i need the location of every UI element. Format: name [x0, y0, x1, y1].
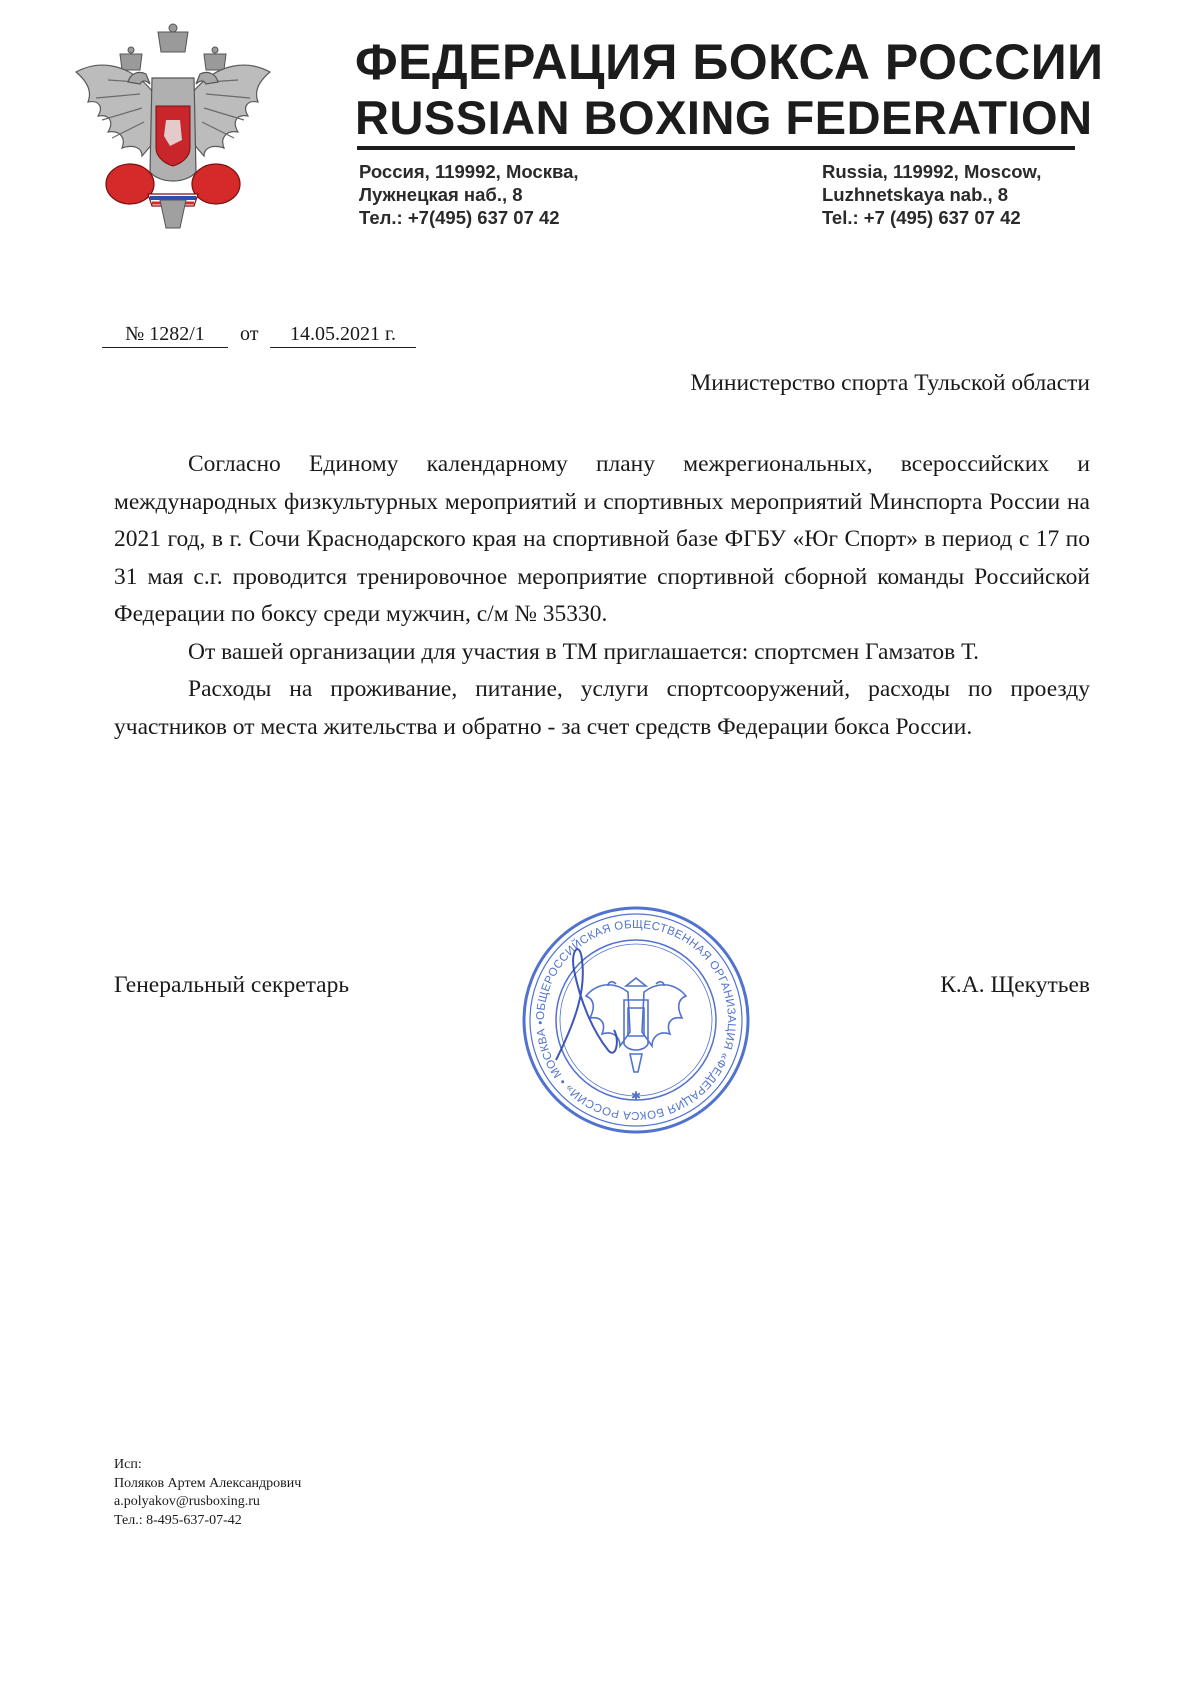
organization-title — [355, 34, 1104, 146]
body-paragraph: Согласно Единому календарному плану межрегиональных, всероссийских и международных физкультурных мероприятий и спортивных мероприятий Минспорта России на 2021 год, в г. Сочи Краснодарского края на спортивной базе ФГБУ «Юг Спорт» в период с 17 по 31 мая с.г. проводится тренировочное мероприятие спортивной сборной команды Российской Федерации по боксу среди мужчин, с/м № 35330. — [114, 451, 1090, 627]
address-ru-line: Тел.: +7(495) 637 07 42 — [359, 207, 560, 228]
address-en-line: Luzhnetskaya nab., 8 — [822, 184, 1009, 205]
reference-date — [270, 323, 416, 348]
address-en — [822, 160, 1041, 229]
seal-ring-text: ОБЩЕРОССИЙСКАЯ ОБЩЕСТВЕННАЯ ОРГАНИЗАЦИЯ «ФЕДЕРАЦИЯ БОКСА РОССИИ» • МОСКВА • — [534, 918, 738, 1122]
executor-email: a.polyakov@rusboxing.ru — [114, 1494, 260, 1509]
signatory-title: Генеральный секретарь — [114, 972, 350, 998]
address-ru — [359, 160, 579, 229]
official-round-seal-icon — [516, 900, 756, 1140]
executor-label: Исп: — [114, 1457, 142, 1472]
reference-number — [102, 323, 228, 348]
reference-date-value: 14.05.2021 г. — [270, 323, 416, 348]
addressee: Министерство спорта Тульской области — [690, 370, 1090, 396]
organization-title-ru: ФЕДЕРАЦИЯ БОКСА РОССИИ — [355, 34, 1104, 90]
body-paragraph: Расходы на проживание, питание, услуги спортсооружений, расходы по проезду участников от места жительства и обратно - за счет средств Федерации бокса России. — [114, 676, 1090, 740]
reference-number-value: № 1282/1 — [102, 323, 228, 348]
reference-from-label: от — [240, 323, 259, 345]
signatory-name: К.А. Щекутьев — [940, 972, 1090, 998]
letterhead-divider — [357, 146, 1075, 150]
svg-text:✱: ✱ — [630, 1089, 642, 1103]
organization-title-en: RUSSIAN BOXING FEDERATION — [355, 91, 1093, 144]
boxing-federation-eagle-emblem-icon — [68, 22, 278, 234]
letter-body — [114, 446, 1090, 746]
executor-phone: Тел.: 8-495-637-07-42 — [114, 1512, 242, 1528]
executor-name: Поляков Артем Александрович — [114, 1475, 302, 1491]
executor-block — [114, 1456, 301, 1530]
address-en-line: Tel.: +7 (495) 637 07 42 — [822, 207, 1021, 228]
address-ru-line: Лужнецкая наб., 8 — [359, 184, 523, 205]
body-paragraph: От вашей организации для участия в ТМ приглашается: спортсмен Гамзатов Т. — [188, 638, 980, 665]
address-en-line: Russia, 119992, Moscow, — [822, 161, 1042, 182]
address-ru-line: Россия, 119992, Москва, — [359, 161, 579, 182]
